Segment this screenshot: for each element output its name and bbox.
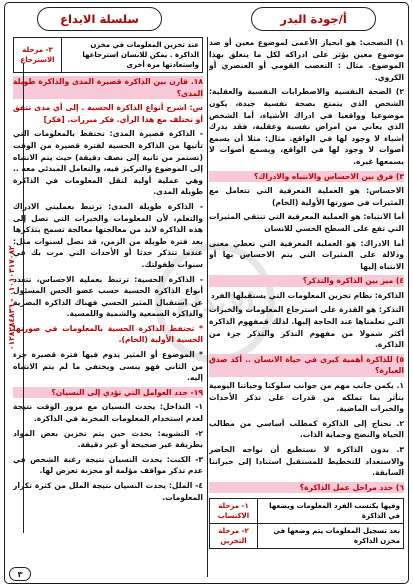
page-number: ٣ bbox=[9, 567, 31, 581]
worksheet-page bbox=[4, 2, 409, 584]
stage-key-cell: ٢- مرحلة التخزين bbox=[210, 524, 258, 549]
series-title-badge: سلسلة الابداع bbox=[37, 7, 162, 31]
paragraph: - الذاكرة قصيرة المدى: تحتفظ بالمعلومات التي تأتيها من الذاكرة الحسية لفترة قصيرة من الوقت (تستمر من ثانية إلى نصف دقيقة) حيث يتم الانتباه إلى الموضوع والتركيز فيه، والتعامل المبدئي معه .. وهي عملية أولية لنقل المعلومات في الذاكرة طويلة المدى. bbox=[13, 129, 203, 197]
paragraph: - الذاكرة الحسية: ترتبط بعملية الاحساس، تتعدد أنواع الذاكرة الحسية حسب عضو الحس المسئول عن استقبال المثير الحسي فهناك الذاكرة البصرية والذاكرة السمعية والشمية واللمسية. bbox=[13, 274, 203, 319]
paragraph: ٣- الكبت: يحدث النسيان نتيجة رغبة الشخص في عدم تذكر مواقف مؤلمة أو محزنة تعرض لها. bbox=[13, 454, 203, 476]
paragraph: ٢- التشويه: يحدث حين يتم تخزين بعض المواد بطريقة غير صحيحة أو غير دقيقة. bbox=[13, 428, 203, 450]
paragraph: * تحتفظ الذاكرة الحسية بالمعلومات في صورتها الحسية الأولية (الخام). bbox=[13, 323, 203, 345]
phone-separator bbox=[23, 63, 24, 533]
paragraph: ١٨. قارن بين الذاكرة قصيرة المدى والذاكرة طويلة المدى؟ bbox=[13, 77, 203, 98]
right-paragraphs bbox=[209, 37, 404, 496]
stage-value-cell: وفيها يكتسب الفرد المعلومات ويضعها في الذاكرة bbox=[258, 499, 404, 524]
paragraph: ٢. نحتاج إلى الذاكرة كمطلب أساسي من مطالب الحياة والنضج وحماية الذات. bbox=[209, 418, 404, 440]
stage-key-cell: ١- مرحلة الاكتساب bbox=[210, 499, 258, 524]
paragraph: الذاكرة: نظام تخزين المعلومات التي يستقبلها الفرد bbox=[210, 290, 404, 300]
left-paragraphs bbox=[13, 76, 203, 506]
paragraph: ١. يكمن جانب مهم من جوانب سلوكنا وحياتنا اليومية بتأثر بما تملكه من قدرات على تذكر الأحداث والخبرات الماضية. bbox=[209, 381, 404, 414]
retrieval-stage-table bbox=[13, 37, 203, 73]
paragraph: ٦) حدد مراحل عمل الذاكرة؟ bbox=[209, 482, 404, 494]
watermark-logo: الابداع bbox=[155, 243, 275, 363]
paragraph: ١- التداخل: يحدث النسيان مع مرور الوقت نتيجة لعدم استخدام المعلومات المخزنة في الذاكرة. bbox=[13, 402, 203, 424]
stages-table bbox=[209, 498, 404, 549]
stage-value-cell: بعد تسجيل المعلومات يتم وضعها في مخزن الذاكرة bbox=[258, 524, 404, 549]
table-row bbox=[210, 524, 404, 549]
paragraph: * الموضوع أو المثير يدوم فيها فترة قصيرة جزء من الثاني فهو ينسى ويختفي ما لم يتم الانتباه إليه. bbox=[13, 350, 203, 383]
stage-key-cell: ٣- مرحلة الاسترجاع bbox=[14, 38, 62, 73]
stage-value-cell: عند تخزين المعلومات في مخزن الذاكرة . يمكن للانسان استرجاعها واستعادتها مرة أخرى bbox=[62, 38, 203, 73]
phone-numbers: ٠١٠١٠٣١٧٠٨٢ - ٠١٢٨٢٨٤٨٣٦ bbox=[7, 245, 16, 351]
paragraph: - الذاكرة طويلة المدى: ترتبط بعمليتي الادراك والتعلم، لأن المعلومات والخبرات التي تصل إلى هذه الذاكرة لابد من معالجتها معالجة تسمح بتذكرها بعد فترة طويلة من الزمن، قد تصل لسنوات مثل: عندما تتذكر حدثا أو الأحداث التي مرت بك في سنوات طفولتك. bbox=[13, 201, 203, 269]
paragraph: ١٩- حدد العوامل التي تؤدي إلى النسيان؟ bbox=[13, 387, 203, 399]
paragraph: التذكر: هو القدرة على استرجاع المعلومات والخبرات التي تعلمناها عند الحاجة إليها. لذلك فمفهوم الذاكرة أكثر شمولا من مفهوم التذكر والتذكر جزء من الذاكرة. bbox=[209, 305, 404, 350]
paragraph: ٥) للذاكرة أهمية كبرى في حياة الانسان .. أكد صدق العبارة؟ bbox=[209, 354, 404, 376]
paragraph: ٣. بدون الذاكرة لا نستطيع أن نواجه الحاضر والاستعداد للتخطيط للمستقبل استنادا إلى خبراتنا السابقة. bbox=[209, 445, 404, 478]
paragraph: ٣) فرق بين الاحساس والانتباه والادراك؟ bbox=[209, 171, 404, 183]
paragraph: الاحساس: هو العملية المعرفية التي تتعامل مع المثيرات في صورتها الأولية (الخام) bbox=[209, 186, 404, 207]
paragraph: س: اشرح أنواع الذاكرة الحسية . إلى أي مدى تتفق أو تختلف مع هذا الرأي. فكر مبررات. [فكر] bbox=[13, 103, 203, 124]
paragraph: ٢) الصحة النفسية والاضطرابات النفسية والعقلية: الشخص الذي يتمتع بصحة نفسية جيدة، يكون موضوعيا وواقعيا في ادراك الأشياء، أما الشخص الذي يعاني من امراض نفسية وعقلية، فقد يدرك أشياء لا وجود لها في الواقع. مثال: مثلا أن يسمع أصوات لا وجود لها في الواقع، ويسمع أصوات لا يسمعها غيره. bbox=[209, 87, 404, 166]
paragraph: أما الانتباه: هو العملية المعرفية التي تنتقي المثيرات التي تقع على السطح الحسي للانسان bbox=[209, 212, 404, 233]
left-column bbox=[13, 37, 203, 529]
paragraph: أما الادراك: هو العملية المعرفية التي تعطي معنى ودلالة على المثيرات التي يتم الاحساس بها أو الانتباه إليها bbox=[209, 238, 404, 271]
column-divider bbox=[207, 37, 208, 577]
right-column bbox=[209, 37, 404, 579]
table-row bbox=[14, 38, 203, 73]
paragraph: ٤) ميز بين الذاكرة والتذكر؟ bbox=[209, 275, 404, 287]
paragraph: ٤- الملل: يحدث النسيان نتيجة الملل من كثرة تكرار المعلومات. bbox=[13, 481, 203, 502]
table-row bbox=[210, 499, 404, 524]
teacher-name-badge: أ/جودة البدر bbox=[251, 7, 376, 31]
paragraph: ١) التصحب: هو انحياز الأعمى لموضوع معين أو ضد موضوع معين يؤثر على ادراكه لكل ما يتعلق بهذا الموضوع. مثال : التعصب القومي أو العنصري أو الكروي. bbox=[209, 38, 404, 82]
